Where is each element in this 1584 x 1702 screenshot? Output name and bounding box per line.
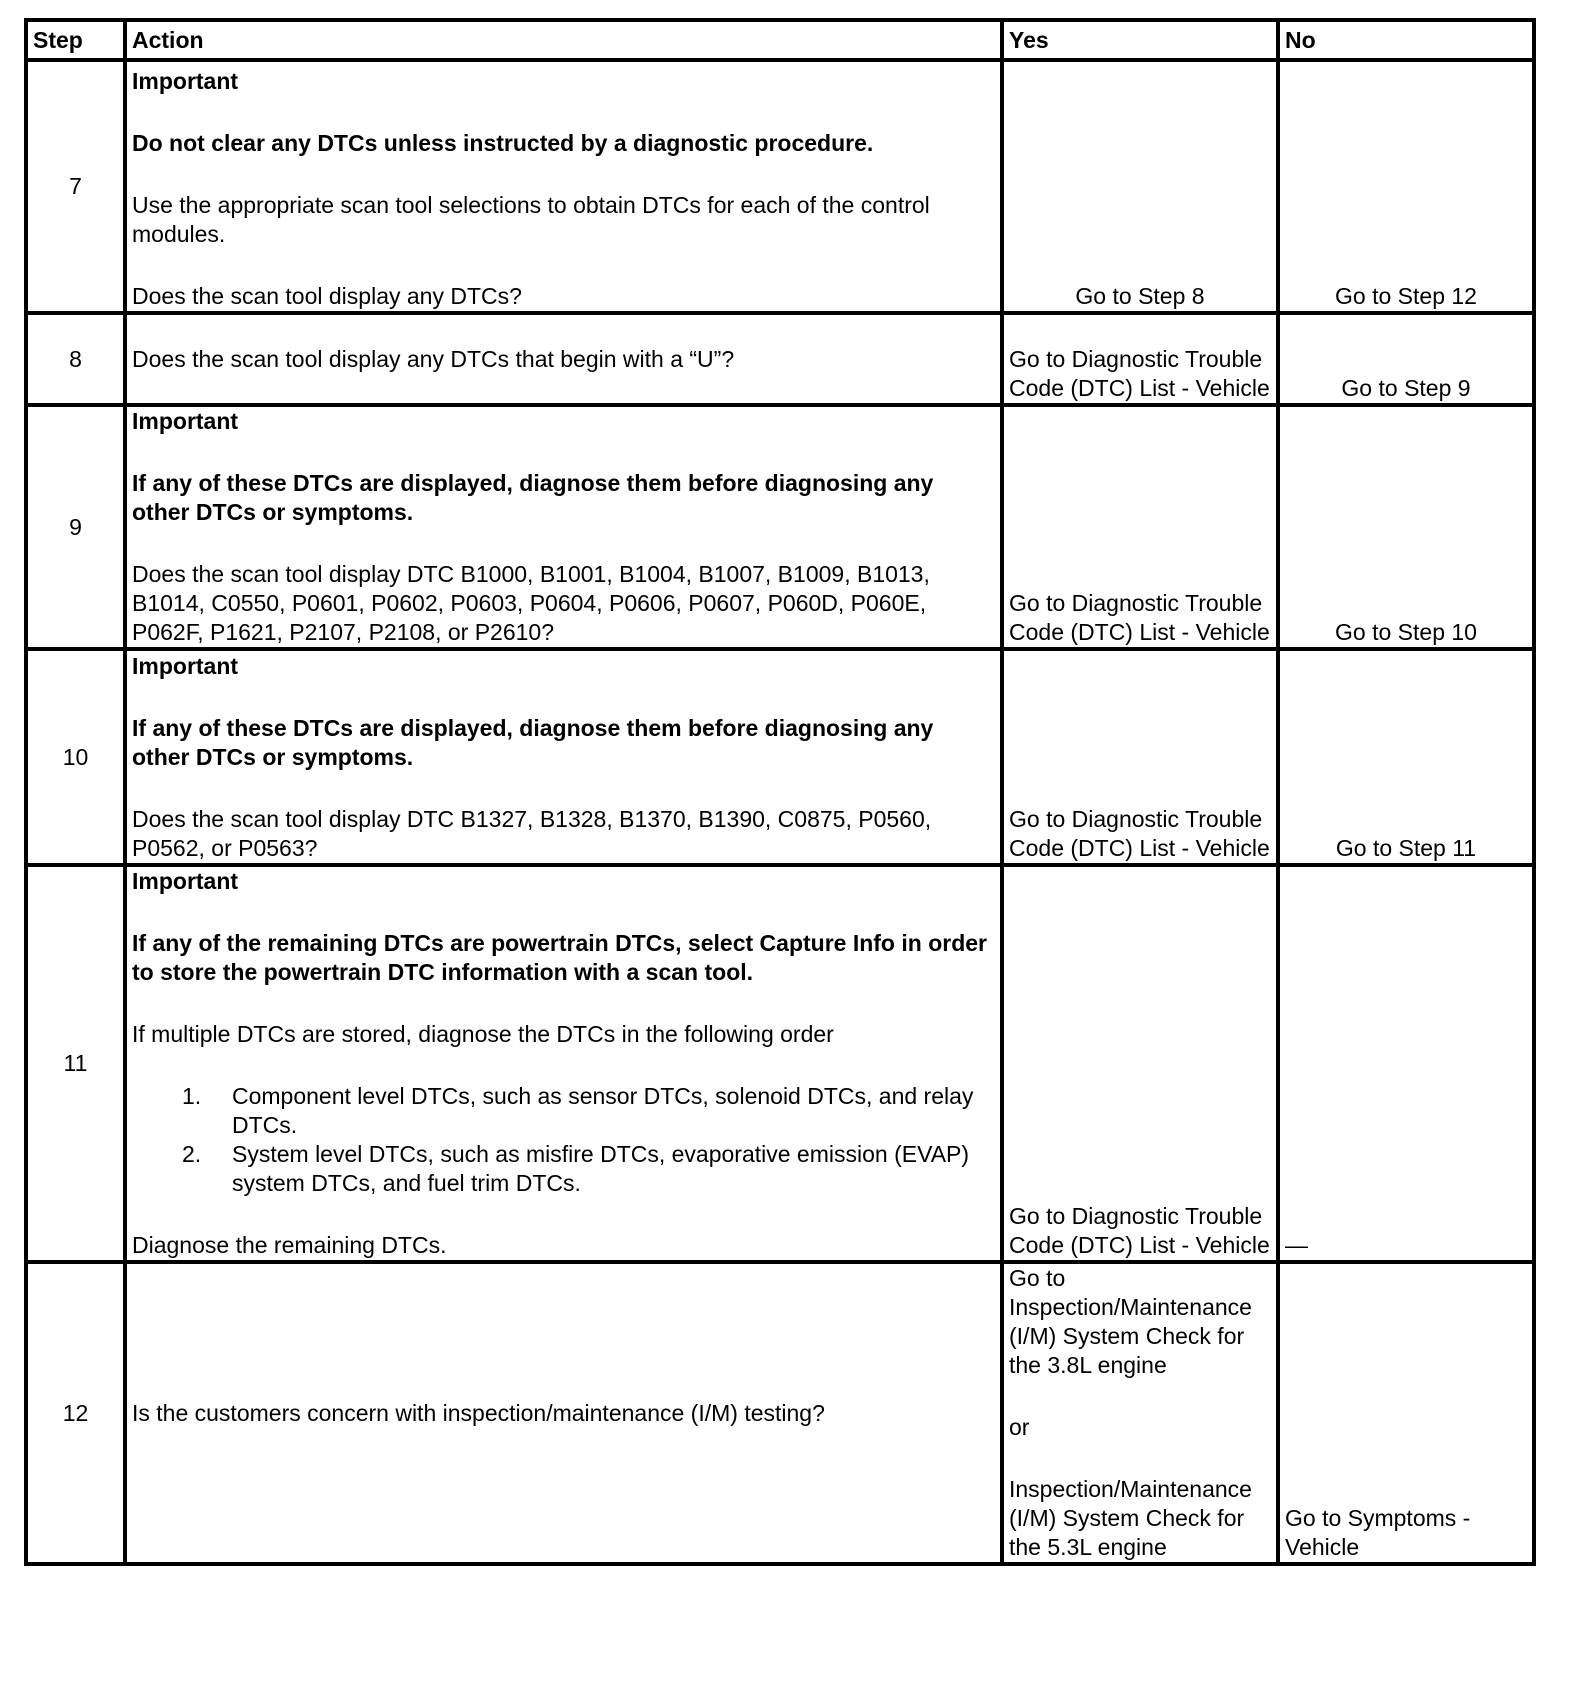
yes-or-text: or: [1009, 1414, 1030, 1440]
header-action: Action: [125, 20, 1002, 60]
list-number: 1.: [182, 1083, 202, 1109]
question-text: Does the scan tool display DTC B1327, B1328, B1370, B1390, C0875, P0560, P0562, or P0563?: [132, 806, 932, 861]
action-cell: [125, 649, 1002, 865]
action-cell: [125, 1262, 1002, 1564]
table-row: [26, 1262, 1534, 1564]
table-row: [26, 649, 1534, 865]
list-item: [132, 1082, 995, 1140]
diagnostic-table: [24, 18, 1536, 1566]
table-row: [26, 313, 1534, 405]
intro-text: If multiple DTCs are stored, diagnose the DTCs in the following order: [132, 1021, 834, 1047]
important-label: Important: [132, 68, 239, 94]
action-cell: [125, 405, 1002, 649]
action-cell: [125, 313, 1002, 405]
instruction-text: Use the appropriate scan tool selections to obtain DTCs for each of the control modules.: [132, 192, 930, 247]
yes-link[interactable]: Go to Step 8: [1002, 60, 1278, 313]
question-text: Does the scan tool display DTC B1000, B1001, B1004, B1007, B1009, B1013, B1014, C0550, P0601, P0602, P0603, P0604, P0606, P0607, P060D, P060E, P062F, P1621, P2107, P2108, or P2610?: [132, 561, 930, 645]
no-link[interactable]: Go to Step 11: [1278, 649, 1534, 865]
list-item: [132, 1140, 995, 1198]
question-text: Is the customers concern with inspection/maintenance (I/M) testing?: [132, 1399, 825, 1426]
step-number: 10: [26, 649, 125, 865]
yes-link[interactable]: Go to Diagnostic Trouble Code (DTC) List - Vehicle: [1002, 649, 1278, 865]
table-row: [26, 405, 1534, 649]
important-label: Important: [132, 868, 239, 894]
important-label: Important: [132, 408, 239, 434]
final-text: Diagnose the remaining DTCs.: [132, 1232, 447, 1258]
header-row: [26, 20, 1534, 60]
list-text: System level DTCs, such as misfire DTCs, evaporative emission (EVAP) system DTCs, and fuel trim DTCs.: [232, 1141, 970, 1196]
table-row: [26, 60, 1534, 313]
step-number: 8: [26, 313, 125, 405]
yes-link[interactable]: Go to Diagnostic Trouble Code (DTC) List - Vehicle: [1002, 405, 1278, 649]
header-no: No: [1278, 20, 1534, 60]
yes-link-5-3l[interactable]: Inspection/Maintenance (I/M) System Check for the 5.3L engine: [1009, 1476, 1252, 1560]
yes-cell: [1002, 1262, 1278, 1564]
action-cell: [125, 865, 1002, 1262]
warning-text: If any of these DTCs are displayed, diagnose them before diagnosing any other DTCs or symptoms.: [132, 470, 934, 525]
important-label: Important: [132, 653, 239, 679]
step-number: 7: [26, 60, 125, 313]
step-number: 11: [26, 865, 125, 1262]
question-text: Does the scan tool display any DTCs?: [132, 283, 522, 309]
no-dash: —: [1278, 865, 1534, 1262]
no-link[interactable]: Go to Step 9: [1278, 313, 1534, 405]
step-number: 12: [26, 1262, 125, 1564]
warning-text: Do not clear any DTCs unless instructed by a diagnostic procedure.: [132, 130, 874, 156]
header-yes: Yes: [1002, 20, 1278, 60]
action-cell: [125, 60, 1002, 313]
yes-link[interactable]: Go to Diagnostic Trouble Code (DTC) List - Vehicle: [1002, 865, 1278, 1262]
question-text: Does the scan tool display any DTCs that begin with a “U”?: [132, 345, 735, 372]
step-number: 9: [26, 405, 125, 649]
no-link[interactable]: Go to Step 12: [1278, 60, 1534, 313]
yes-link[interactable]: Go to Diagnostic Trouble Code (DTC) List - Vehicle: [1002, 313, 1278, 405]
list-number: 2.: [182, 1141, 202, 1167]
header-step: Step: [26, 20, 125, 60]
ordered-list: [132, 1082, 995, 1198]
warning-text: If any of the remaining DTCs are powertrain DTCs, select Capture Info in order to store the powertrain DTC information with a scan tool.: [132, 930, 987, 985]
no-link[interactable]: Go to Step 10: [1278, 405, 1534, 649]
warning-text: If any of these DTCs are displayed, diagnose them before diagnosing any other DTCs or symptoms.: [132, 715, 934, 770]
no-link[interactable]: Go to Symptoms - Vehicle: [1278, 1262, 1534, 1564]
yes-link-3-8l[interactable]: Go to Inspection/Maintenance (I/M) System Check for the 3.8L engine: [1009, 1265, 1252, 1378]
list-text: Component level DTCs, such as sensor DTCs, solenoid DTCs, and relay DTCs.: [232, 1083, 974, 1138]
table-row: [26, 865, 1534, 1262]
